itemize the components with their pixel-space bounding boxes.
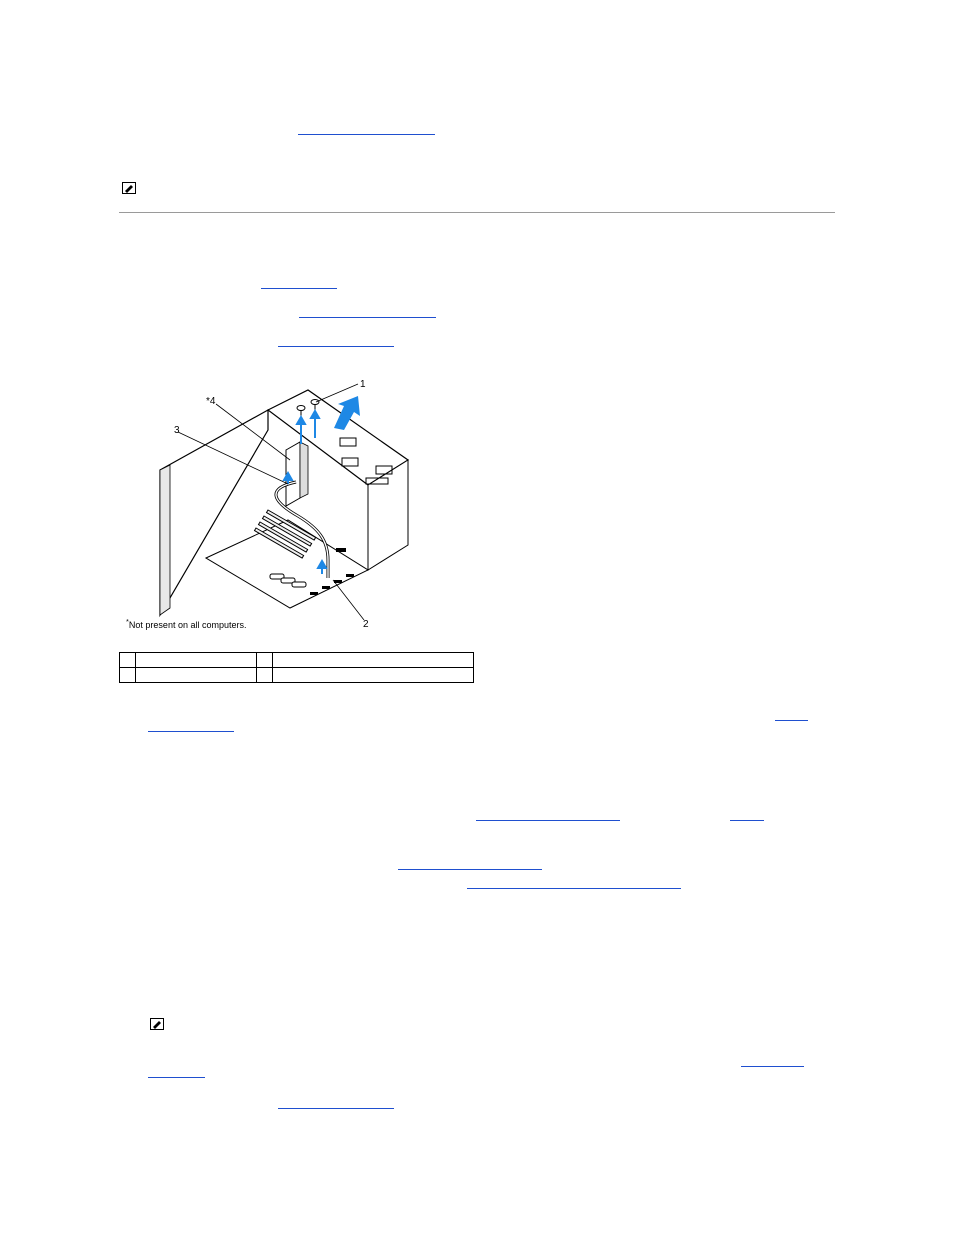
table-cell	[120, 653, 136, 668]
link[interactable]	[476, 820, 620, 821]
section-divider	[119, 212, 835, 213]
note-icon	[122, 182, 136, 194]
link[interactable]	[398, 869, 542, 870]
table-cell	[257, 653, 273, 668]
callout-1: 1	[360, 379, 366, 390]
callout-2: 2	[363, 619, 369, 630]
note-icon	[150, 1018, 164, 1030]
link[interactable]	[730, 820, 764, 821]
footnote-text: Not present on all computers.	[128, 620, 247, 630]
table-cell	[273, 668, 474, 683]
table-cell	[136, 653, 257, 668]
callout-4: *4	[206, 396, 216, 407]
callout-legend-table	[119, 652, 474, 683]
link[interactable]	[261, 288, 337, 289]
table-row	[120, 668, 474, 683]
link[interactable]	[278, 346, 394, 347]
figure-footnote	[126, 617, 246, 630]
link[interactable]	[299, 317, 436, 318]
chassis-illustration	[118, 370, 448, 632]
link[interactable]	[775, 720, 808, 721]
link[interactable]	[741, 1066, 804, 1067]
table-cell	[273, 653, 474, 668]
link[interactable]	[278, 1108, 394, 1109]
link[interactable]	[298, 134, 435, 135]
table-row	[120, 653, 474, 668]
table-cell	[120, 668, 136, 683]
table-cell	[257, 668, 273, 683]
link[interactable]	[467, 888, 681, 889]
link[interactable]	[148, 731, 234, 732]
callout-3: 3	[174, 425, 180, 436]
table-cell	[136, 668, 257, 683]
link[interactable]	[148, 1077, 205, 1078]
footnote-mark: *	[126, 617, 129, 626]
